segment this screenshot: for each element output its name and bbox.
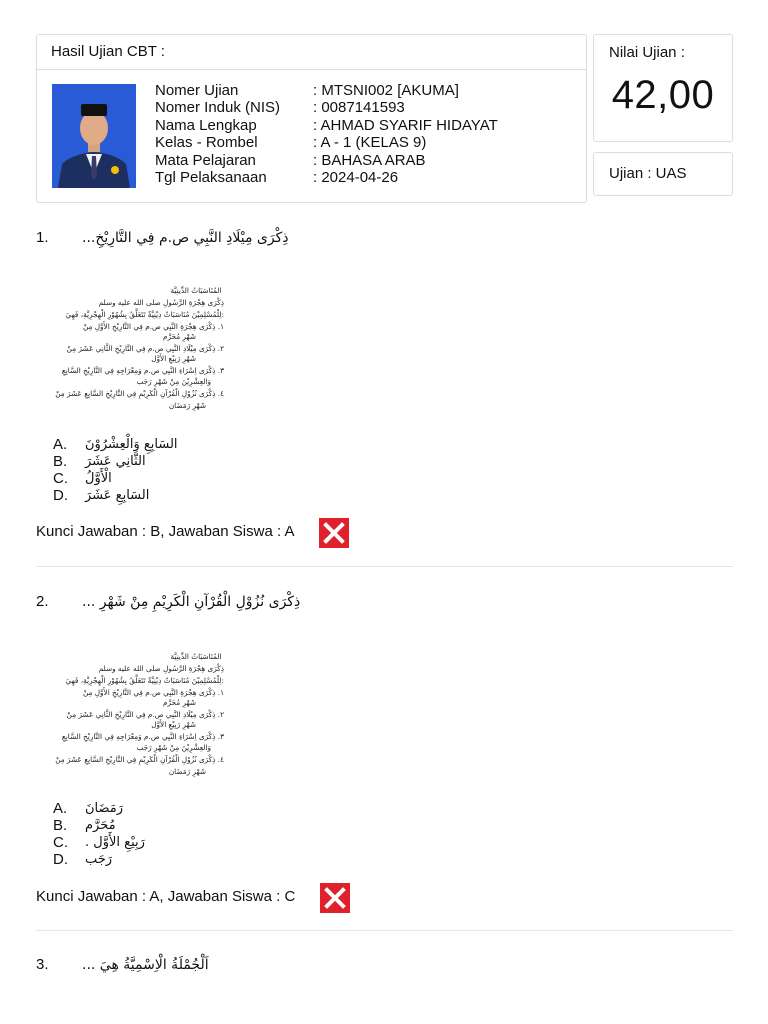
option-letter: A. — [53, 800, 68, 817]
option-d — [53, 487, 178, 504]
info-label: Nomer Ujian — [155, 82, 239, 99]
reading-line: ١. ذِكْرَى هِجْرَةِ النَّبِي ص.م فِي التَّارِيْخِ الأَوَّلِ مِنْ — [82, 688, 224, 697]
exam-type-label: Ujian : UAS — [609, 165, 687, 182]
question-text: اَلْجُمْلَةُ الْاِسْمِيَّةُ هِيَ ... — [82, 956, 209, 973]
reading-line: لِلْمُسْلِمِيْنَ مُنَاسَبَاتٌ دِيْنِيَّةٌ تَتَعَلَّقُ بِشُهُوْرِ الْهِجْرِيَّةِ، فَهِيَ: — [65, 676, 224, 685]
reading-line: ٤. ذِكْرَى نُزُوْلِ الْقُرْآنِ الْكَرِيْمِ فِي التَّارِيْخِ السَّابِعِ عَشَرَ مِنْ — [55, 389, 224, 398]
option-text: السَابِعِ عَشَرَ — [85, 488, 150, 503]
info-row — [155, 134, 498, 151]
option-b — [53, 453, 178, 470]
info-value: : BAHASA ARAB — [313, 151, 426, 169]
option-text: السَابِعِ وَالْعِشْرُوْنَ — [85, 437, 178, 452]
info-row — [155, 117, 498, 134]
question-1-title — [36, 229, 289, 246]
option-text: رَبِيْعِ الأَوَّل . — [85, 835, 145, 850]
question-2-options — [53, 800, 145, 868]
option-letter: B. — [53, 817, 68, 834]
reading-passage-image — [36, 650, 228, 782]
reading-passage — [36, 650, 228, 782]
info-label: Nomer Induk (NIS) — [155, 99, 281, 117]
info-label: Kelas - Rombel — [155, 134, 258, 152]
info-label: Nama Lengkap — [155, 116, 257, 134]
reading-line: شَهْرِ مُحَرَّم — [163, 332, 196, 341]
question-3-title — [36, 956, 209, 973]
question-1-answer: Kunci Jawaban : B, Jawaban Siswa : A — [36, 523, 295, 540]
wrong-icon — [319, 518, 349, 548]
exam-type-card — [593, 152, 733, 196]
reading-line: المُنَاسَبَاتُ الدِّينِيَّة — [170, 652, 222, 661]
option-a — [53, 436, 178, 453]
reading-line: ٣. ذِكْرَى اِسْرَاءِ النَّبِي ص.م وَمِعْرَاجِهِ فِي التَّارِيْخِ السَّابِعِ — [61, 732, 224, 741]
reading-line: المُنَاسَبَاتُ الدِّينِيَّة — [170, 286, 222, 295]
option-d — [53, 851, 145, 868]
reading-passage-image — [36, 284, 228, 416]
wrong-icon — [320, 883, 350, 913]
reading-line: وَالعِشْرِيْنَ مِنْ شَهْرِ رَجَب — [136, 377, 211, 386]
option-a — [53, 800, 145, 817]
reading-line: ٢. ذِكْرَى مِيْلَادِ النَّبِي ص.م فِي التَّارِيْخِ الثَّانِي عَشَرَ مِنْ — [66, 344, 224, 353]
option-c — [53, 470, 178, 487]
info-value: : 0087141593 — [313, 99, 405, 117]
info-row — [155, 82, 498, 99]
info-value: : A - 1 (KELAS 9) — [313, 134, 427, 152]
info-row — [155, 152, 498, 169]
reading-line: شَهْرِ رَمَضَان — [168, 401, 206, 410]
option-letter: C. — [53, 470, 68, 487]
result-card-header: Hasil Ujian CBT : — [37, 35, 586, 70]
reading-line: شَهْرِ رَمَضَان — [168, 767, 206, 776]
question-text: ذِكْرَى مِيْلَادِ النَّبِي ص.م فِي التَّارِيْخِ... — [82, 229, 289, 246]
reading-line: ١. ذِكْرَى هِجْرَةِ النَّبِي ص.م فِي التَّارِيْخِ الأَوَّلِ مِنْ — [82, 322, 224, 331]
question-1-options — [53, 436, 178, 504]
reading-line: ٢. ذِكْرَى مِيْلَادِ النَّبِي ص.م فِي التَّارِيْخِ الثَّانِي عَشَرَ مِنْ — [66, 710, 224, 719]
option-letter: A. — [53, 436, 68, 453]
score-card — [593, 34, 733, 142]
info-value: : AHMAD SYARIF HIDAYAT — [313, 116, 498, 134]
info-value: : 2024-04-26 — [313, 169, 399, 187]
option-text: رَجَب — [85, 852, 113, 867]
divider — [36, 930, 733, 931]
reading-line: شَهْرِ رَبِيْعِ الأَوَّل — [151, 354, 196, 363]
info-row — [155, 99, 498, 116]
reading-line: شَهْرِ مُحَرَّم — [163, 698, 196, 707]
question-number: 2. — [36, 593, 49, 610]
reading-line: ذِكْرَى هِجْرَةِ الرَّسُولِ صلى الله عليه وسلم — [98, 664, 224, 673]
score-header: Nilai Ujian : — [609, 44, 685, 61]
question-2-title — [36, 593, 300, 610]
reading-line: ٤. ذِكْرَى نُزُوْلِ الْقُرْآنِ الْكَرِيْمِ فِي التَّارِيْخِ السَّابِعِ عَشَرَ مِنْ — [55, 755, 224, 764]
option-letter: D. — [53, 851, 68, 868]
score-value: 42,00 — [611, 73, 715, 117]
option-text: الثَّانِي عَشَرَ — [85, 454, 146, 469]
option-letter: D. — [53, 487, 68, 504]
reading-line: وَالعِشْرِيْنَ مِنْ شَهْرِ رَجَب — [136, 743, 211, 752]
question-2-answer: Kunci Jawaban : A, Jawaban Siswa : C — [36, 888, 296, 905]
option-letter: C. — [53, 834, 68, 851]
divider — [36, 566, 733, 567]
question-number: 1. — [36, 229, 49, 246]
exam-result-card — [36, 34, 587, 203]
option-text: الْأَوَّلُ — [85, 471, 112, 486]
reading-line: شَهْرِ رَبِيْعِ الأَوَّل — [151, 720, 196, 729]
student-info-table — [155, 82, 498, 186]
info-label: Mata Pelajaran — [155, 151, 256, 169]
info-value: : MTSNI002 [AKUMA] — [313, 82, 459, 99]
student-photo — [52, 84, 136, 188]
question-number: 3. — [36, 956, 49, 973]
reading-line: ذِكْرَى هِجْرَةِ الرَّسُولِ صلى الله عليه وسلم — [98, 298, 224, 307]
question-text: ذِكْرَى نُزُوْلِ الْقُرْآنِ الْكَرِيْمِ مِنْ شَهْرِ ... — [82, 593, 301, 610]
option-b — [53, 817, 145, 834]
option-text: رَمَضَانَ — [85, 801, 124, 816]
info-label: Tgl Pelaksanaan — [155, 169, 267, 187]
info-row — [155, 169, 498, 186]
option-text: مُحَرَّم — [85, 818, 116, 833]
option-c — [53, 834, 145, 851]
reading-passage — [36, 284, 228, 416]
option-letter: B. — [53, 453, 68, 470]
reading-line: لِلْمُسْلِمِيْنَ مُنَاسَبَاتٌ دِيْنِيَّةٌ تَتَعَلَّقُ بِشُهُوْرِ الْهِجْرِيَّةِ، فَهِيَ: — [65, 310, 224, 319]
reading-line: ٣. ذِكْرَى اِسْرَاءِ النَّبِي ص.م وَمِعْرَاجِهِ فِي التَّارِيْخِ السَّابِعِ — [61, 366, 224, 375]
